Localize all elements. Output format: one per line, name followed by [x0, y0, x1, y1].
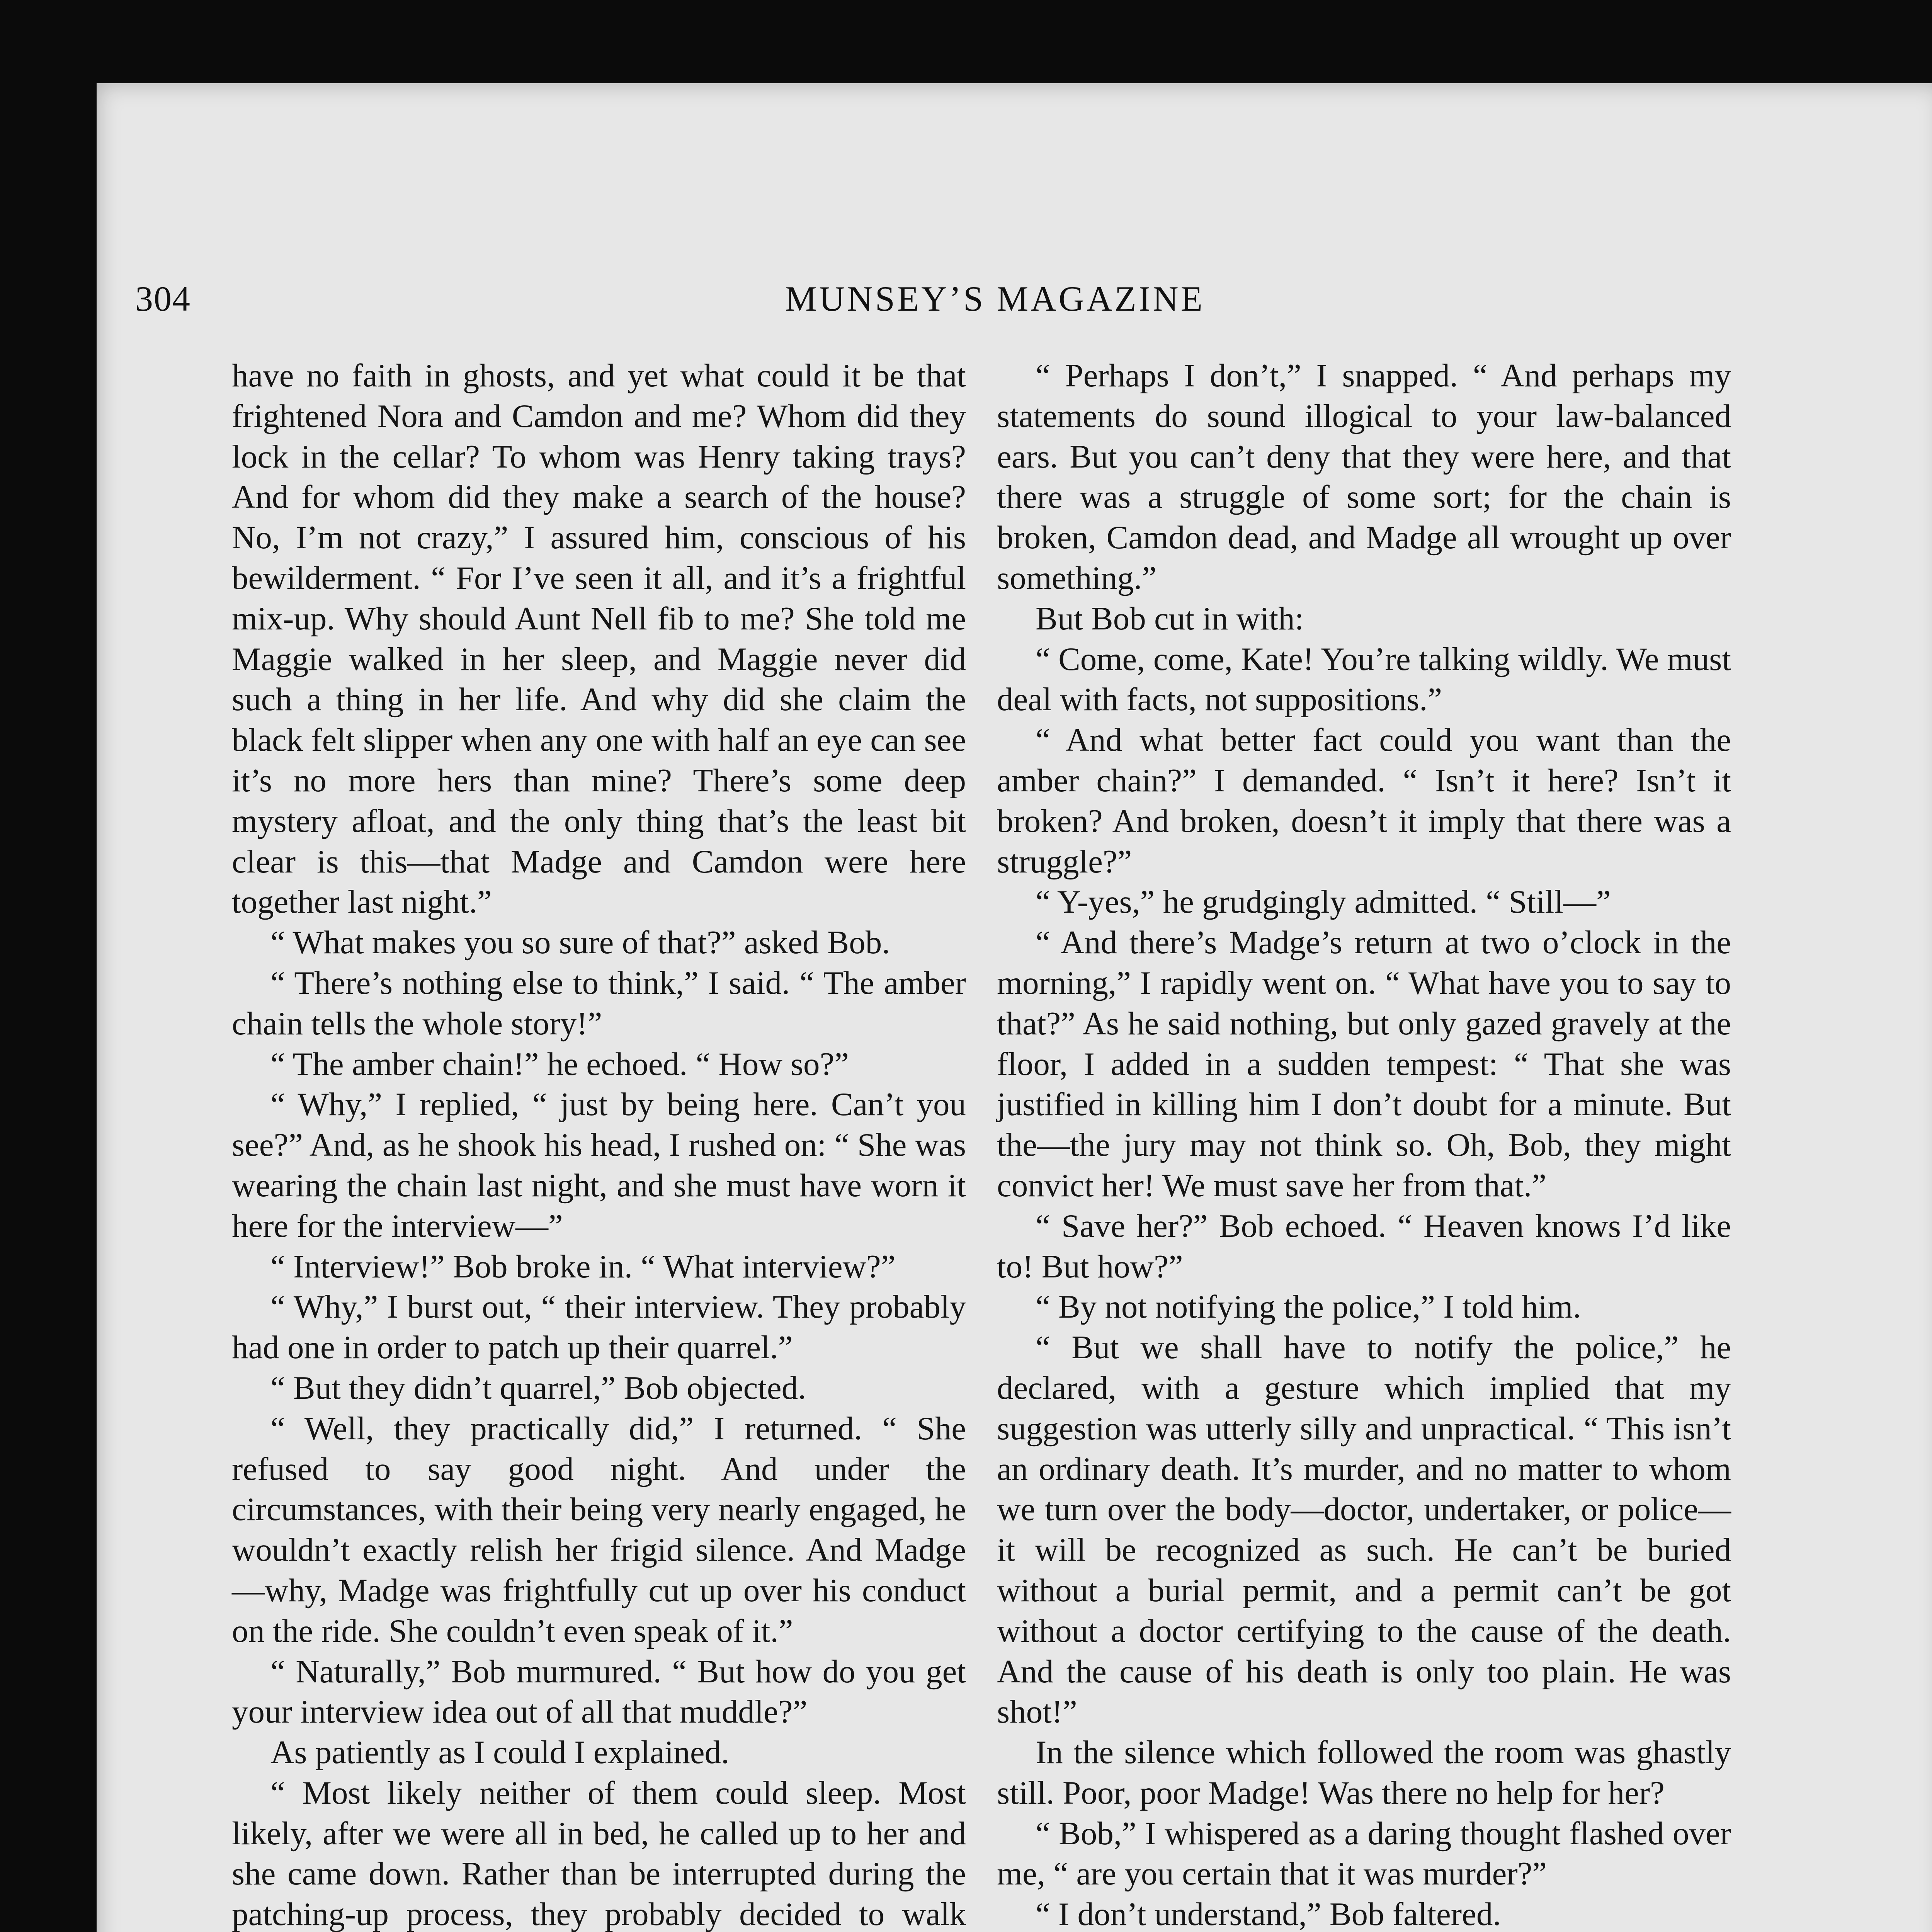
- page-header: [135, 270, 1855, 328]
- paragraph: In the silence which followed the room was ghastly still. Poor, poor Madge! Was there no help for her?: [997, 1734, 1731, 1811]
- left-text-column: [232, 355, 966, 1932]
- paragraph: have no faith in ghosts, and yet what could it be that frightened Nora and Camdon and me? Whom did they lock in the cellar? To whom was Henry taking trays? And for whom did they make a search of the house? No, I’m not crazy,” I assured him, conscious of his bewilderment. “ For I’ve seen it all, and it’s a frightful mix-up. Why should Aunt Nell fib to me? She told me Maggie walked in her sleep, and Maggie never did such a thing in her life. And why did she claim the black felt slipper when any one with half an eye can see it’s no more hers than mine? There’s some deep mystery afloat, and the only thing that’s the least bit clear is this—that Madge and Camdon were here together last night.”: [232, 357, 966, 920]
- paragraph: “ Interview!” Bob broke in. “ What interview?”: [270, 1248, 896, 1285]
- paragraph: “ By not notifying the police,” I told him.: [1036, 1289, 1581, 1325]
- paragraph: “ Why,” I replied, “ just by being here. Can’t you see?” And, as he shook his head, I rushed on: “ She was wearing the chain last night, and she must have worn it here for the interview—”: [232, 1086, 966, 1244]
- paragraph: “ But we shall have to notify the police,” he declared, with a gesture which implied that my suggestion was utterly silly and unpractical. “ This isn’t an ordinary death. It’s murder, and no matter to whom we turn over the body—doctor, undertaker, or police—it will be recognized as such. He can’t be buried without a burial permit, and a permit can’t be got without a doctor certifying to the cause of the death. And the cause of his death is only too plain. He was shot!”: [997, 1329, 1731, 1730]
- paragraph: “ Well, they practically did,” I returned. “ She refused to say good night. And under the circumstances, with their being very nearly engaged, he wouldn’t exactly relish her frigid silence. And Madge—why, Madge was frightfully cut up over his conduct on the ride. She couldn’t even speak of it.”: [232, 1410, 966, 1649]
- paragraph: “ Perhaps I don’t,” I snapped. “ And perhaps my statements do sound illogical to your law-balanced ears. But you can’t deny that they were here, and that there was a struggle of some sort; for the chain is broken, Camdon dead, and Madge all wrought up over something.”: [997, 357, 1731, 596]
- paragraph: “ There’s nothing else to think,” I said. “ The amber chain tells the whole story!”: [232, 964, 966, 1042]
- paragraph: “ Save her?” Bob echoed. “ Heaven knows I’d like to! But how?”: [997, 1208, 1731, 1285]
- right-text-column: [997, 355, 1731, 1932]
- paragraph: “ Most likely neither of them could sleep. Most likely, after we were all in bed, he called up to her and she came down. Rather than be interrupted during the patching-up process, they probably decided to walk: [232, 1774, 966, 1932]
- paragraph: “ The amber chain!” he echoed. “ How so?”: [270, 1046, 849, 1082]
- paragraph: “ Why,” I burst out, “ their interview. They probably had one in order to patch up their quarrel.”: [232, 1289, 966, 1366]
- paragraph: “ Come, come, Kate! You’re talking wildly. We must deal with facts, not suppositions.”: [997, 641, 1731, 718]
- page-number: 304: [135, 279, 191, 318]
- paragraph: “ Naturally,” Bob murmured. “ But how do you get your interview idea out of all that muddle?”: [232, 1653, 966, 1730]
- running-title: MUNSEY’S MAGAZINE: [785, 279, 1205, 318]
- paragraph: “ But they didn’t quarrel,” Bob objected.: [270, 1369, 806, 1406]
- paragraph: “ I don’t understand,” Bob faltered.: [1036, 1896, 1501, 1932]
- paragraph: “ Bob,” I whispered as a daring thought flashed over me, “ are you certain that it was murder?”: [997, 1815, 1731, 1892]
- paragraph: “ Y-yes,” he grudgingly admitted. “ Still—”: [1036, 884, 1611, 920]
- paragraph: But Bob cut in with:: [1036, 600, 1304, 637]
- paragraph: “ What makes you so sure of that?” asked Bob.: [270, 924, 890, 961]
- paragraph: “ And there’s Madge’s return at two o’clock in the morning,” I rapidly went on. “ What have you to say to that?” As he said nothing, but only gazed gravely at the floor, I added in a sudden tempest: “ That she was justified in killing him I don’t doubt for a minute. But the—the jury may not think so. Oh, Bob, they might convict her! We must save her from that.”: [997, 924, 1731, 1204]
- paragraph: As patiently as I could I explained.: [270, 1734, 730, 1771]
- paragraph: “ And what better fact could you want than the amber chain?” I demanded. “ Isn’t it here? Isn’t it broken? And broken, doesn’t it imply that there was a struggle?”: [997, 722, 1731, 880]
